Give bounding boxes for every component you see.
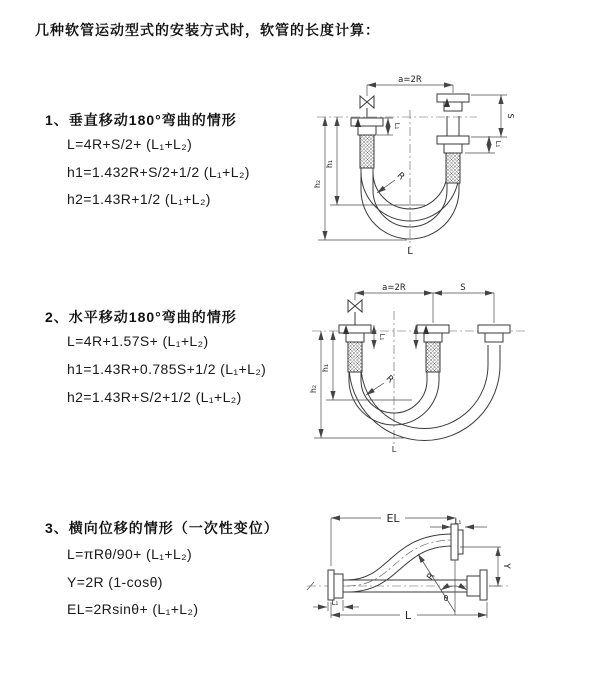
dim-y-label: Y xyxy=(501,563,511,569)
braid-right-hatch xyxy=(446,153,460,183)
valve-icon xyxy=(348,300,362,325)
section-2-formula-h2: h2=1.43R+S/2+1/2 (L₁+L₂) xyxy=(67,389,242,405)
flange-right-lower xyxy=(437,136,469,153)
dim-l1-right xyxy=(465,136,502,153)
section-3-formula-l: L=πRθ/90+ (L₁+L₂) xyxy=(67,546,193,562)
dim-theta-label: θ xyxy=(443,594,449,603)
diagram-lateral-displacement xyxy=(305,500,600,660)
flange-right xyxy=(467,570,487,600)
dim-a2r-label: a=2R xyxy=(382,283,406,293)
dim-l1 xyxy=(374,325,386,349)
diagram-vertical-180-bend xyxy=(315,72,595,264)
section-2-formula-h1: h1=1.43R+0.785S+1/2 (L₁+L₂) xyxy=(67,361,267,377)
flange-right-upper xyxy=(437,94,469,111)
dim-a2r-label: a=2R xyxy=(398,75,422,85)
dim-l1-right-label: L₁ xyxy=(494,140,502,148)
dim-r-label: R xyxy=(425,571,438,583)
dim-l1-bottom-label: L₁ xyxy=(331,599,339,607)
section-1-heading: 1、垂直移动180°弯曲的情形 xyxy=(45,112,237,128)
dim-l1-top-label: L₁ xyxy=(454,518,462,526)
dim-r-label: R xyxy=(394,170,407,183)
section-2-formula-l: L=4R+1.57S+ (L₁+L₂) xyxy=(67,333,209,349)
hose-s-curve xyxy=(347,534,451,592)
flange-top xyxy=(451,524,463,560)
dim-l-label: L xyxy=(391,445,397,454)
dim-r xyxy=(366,374,395,395)
section-1-formula-h1: h1=1.432R+S/2+1/2 (L₁+L₂) xyxy=(67,164,250,180)
flange-middle xyxy=(417,325,449,342)
dim-l1-label: L₁ xyxy=(378,333,386,341)
dim-l-label: L xyxy=(404,609,412,622)
dim-l-label: L xyxy=(407,246,413,257)
section-3-formula-y: Y=2R (1-cosθ) xyxy=(67,574,163,590)
dim-el-label: EL xyxy=(386,512,400,525)
dim-r-label: R xyxy=(383,373,396,386)
section-3-heading: 3、横向位移的情形（一次性变位） xyxy=(45,520,279,536)
braid-middle-hatch xyxy=(426,342,440,372)
section-1-formula-h2: h2=1.43R+1/2 (L₁+L₂) xyxy=(67,191,211,207)
dim-r xyxy=(377,171,406,193)
dim-h2-label: h₂ xyxy=(309,384,318,394)
dim-l1-top xyxy=(430,518,487,527)
braid-left-hatch xyxy=(360,135,374,168)
dim-l xyxy=(331,602,487,622)
section-2-heading: 2、水平移动180°弯曲的情形 xyxy=(45,309,237,325)
dim-h1 xyxy=(321,331,412,400)
dim-h2-label: h₂ xyxy=(313,179,322,189)
dim-s xyxy=(471,95,515,137)
page-title: 几种软管运动型式的安装方式时，软管的长度计算： xyxy=(35,22,380,38)
dim-l1-left-label: L₁ xyxy=(393,122,401,130)
braid-left-hatch xyxy=(348,342,362,372)
construction-geometry xyxy=(418,554,467,615)
dim-h1-label: h₁ xyxy=(325,159,334,169)
dim-a2r xyxy=(367,75,453,96)
section-1-formula-l: L=4R+S/2+ (L₁+L₂) xyxy=(67,136,193,152)
flange-left xyxy=(328,570,343,600)
valve-icon xyxy=(360,96,374,118)
dim-h1-label: h₁ xyxy=(321,363,330,373)
dim-el xyxy=(331,512,456,566)
flange-right xyxy=(478,325,510,342)
dim-s xyxy=(433,283,494,323)
dim-s-label: S xyxy=(460,283,466,293)
dim-l1-bottom xyxy=(313,599,359,611)
diagram-horizontal-180-bend xyxy=(309,283,600,468)
hose-u-tubes xyxy=(349,345,500,441)
section-3-formula-el: EL=2Rsinθ+ (L₁+L₂) xyxy=(67,601,199,617)
dim-s-label: S xyxy=(506,113,515,119)
